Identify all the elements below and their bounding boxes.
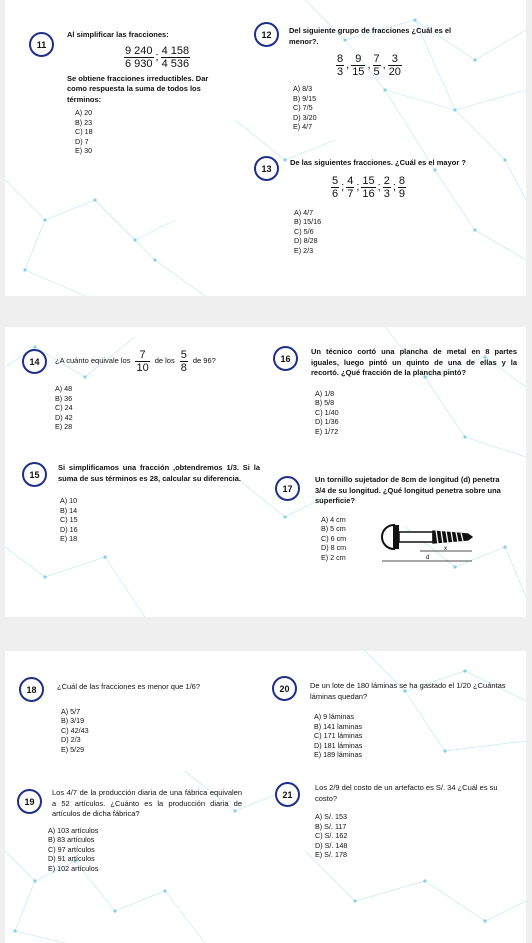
- separator: ,: [382, 59, 386, 72]
- question-13-stem: De las siguientes fracciones. ¿Cuál es el mayor ?: [290, 158, 466, 167]
- question-number-badge-20: [272, 676, 297, 701]
- option-d[interactable]: D) 16: [60, 524, 78, 534]
- fraction: $\frac{5}{6}$: [332, 174, 339, 200]
- option-c[interactable]: C) 1/40: [315, 407, 339, 417]
- question-21-options: [315, 812, 505, 860]
- option-b[interactable]: B) 9/15: [293, 93, 317, 103]
- option-e[interactable]: E) S/. 178: [315, 850, 347, 860]
- option-a[interactable]: A) 48: [55, 384, 73, 393]
- fraction: $\frac{7}{5}$: [373, 53, 380, 78]
- dimension-label-x: x: [444, 546, 447, 552]
- question-11-stem: Al simplificar las fracciones:: [67, 30, 169, 39]
- option-a[interactable]: A) S/. 153: [315, 812, 347, 821]
- question-12-fractions: [335, 53, 469, 78]
- option-b[interactable]: B) S/. 117: [315, 821, 347, 831]
- question-number-badge-14: [22, 349, 47, 374]
- question-number: 15: [29, 469, 40, 480]
- option-e[interactable]: E) 2/3: [294, 245, 314, 255]
- question-11-options: [75, 108, 229, 156]
- worksheet-page-3: [5, 651, 526, 943]
- option-e[interactable]: E) 2 cm: [321, 552, 346, 562]
- option-e[interactable]: E) 28: [55, 422, 73, 432]
- option-d[interactable]: D) 8 cm: [321, 543, 347, 553]
- option-d[interactable]: D) 2/3: [61, 735, 81, 745]
- question-11: [67, 30, 229, 156]
- fraction: $\frac{4 158}{4 536}$: [161, 44, 190, 70]
- question-15-stem: Si simplificamos una fracción ,obtendremos 1/3. Si la suma de sus términos es 28, calcular su diferencia.: [58, 463, 260, 483]
- option-b[interactable]: B) 14: [60, 505, 78, 515]
- question-11-fractions: [123, 45, 229, 70]
- question-number: 14: [29, 356, 40, 367]
- screw-thread: [433, 530, 472, 544]
- screw-head: [382, 525, 394, 549]
- separator: ;: [377, 180, 381, 193]
- question-18-stem: ¿Cuál de las fracciones es menor que 1/6?: [57, 682, 200, 691]
- question-16-options: [315, 389, 517, 437]
- question-20-stem: De un lote de 180 láminas se ha gastado el 1/20 ¿Cuántas láminas quedan?: [310, 681, 506, 701]
- option-c[interactable]: C) 97 artículos: [48, 844, 95, 854]
- question-number-badge-12: [254, 22, 279, 47]
- question-14: [55, 349, 255, 432]
- question-15-options: [60, 496, 260, 544]
- fraction: $\frac{9}{15}$: [352, 53, 365, 78]
- fraction: $\frac{9 240}{6 930}$: [125, 44, 153, 70]
- option-e[interactable]: E) 5/29: [61, 744, 85, 754]
- question-16: [311, 347, 517, 436]
- fraction: $\frac{8}{9}$: [398, 174, 405, 200]
- question-number-badge-17: [275, 476, 300, 501]
- option-e[interactable]: E) 189 láminas: [314, 750, 362, 760]
- option-c[interactable]: C) 15: [60, 515, 78, 525]
- separator: ;: [341, 180, 345, 193]
- question-number-badge-19: [17, 789, 42, 814]
- question-number: 20: [279, 683, 290, 694]
- option-d[interactable]: D) 42: [55, 412, 73, 422]
- separator: ,: [346, 59, 350, 72]
- option-b[interactable]: B) 36: [55, 393, 73, 403]
- fraction: $\frac{3}{20}$: [388, 53, 401, 78]
- option-d[interactable]: D) S/. 148: [315, 840, 348, 850]
- option-b[interactable]: B) 5 cm: [321, 524, 346, 534]
- question-13-fractions: [330, 175, 480, 200]
- option-b[interactable]: B) 83 artículos: [48, 835, 95, 845]
- option-b[interactable]: B) 141 laminas: [314, 721, 362, 731]
- question-19-options: [48, 826, 242, 874]
- question-number-badge-11: [29, 32, 54, 57]
- worksheet-page-1: [5, 0, 526, 296]
- question-18: [57, 682, 257, 754]
- question-number: 16: [280, 353, 291, 364]
- question-18-options: [61, 707, 257, 755]
- fraction: $\frac{7}{10}$: [136, 349, 149, 374]
- separator: ;: [392, 180, 396, 193]
- question-17-stem: Un tornillo sujetador de 8cm de longitud (d) penetra 3/4 de su longitud. ¿Qué longitud penetra sobre una superficie?: [315, 475, 501, 505]
- question-13-options: [294, 208, 480, 256]
- option-d[interactable]: D) 3/20: [293, 112, 317, 122]
- option-a[interactable]: A) 103 artículos: [48, 825, 99, 835]
- question-number-badge-18: [19, 677, 44, 702]
- option-a[interactable]: A) 20: [75, 108, 93, 117]
- question-21-stem: Los 2/9 del costo de un artefacto es S/. 34 ¿Cuál es su costo?: [315, 783, 498, 803]
- separator: ;: [155, 50, 159, 63]
- separator: ,: [367, 59, 371, 72]
- option-c[interactable]: C) 6 cm: [321, 533, 347, 543]
- option-a[interactable]: A) 1/8: [315, 388, 335, 398]
- option-a[interactable]: A) 4/7: [294, 207, 314, 217]
- option-c[interactable]: C) S/. 162: [315, 831, 348, 841]
- dimension-label-d: d: [426, 555, 430, 561]
- question-number: 13: [261, 163, 272, 174]
- question-number: 18: [26, 684, 37, 695]
- question-20-options: [314, 712, 515, 760]
- question-number-badge-15: [22, 462, 47, 487]
- option-a[interactable]: A) 10: [60, 496, 78, 505]
- question-14-options: [55, 384, 255, 432]
- option-c[interactable]: C) 5/6: [294, 226, 314, 236]
- question-21: [315, 783, 505, 860]
- option-b[interactable]: B) 5/8: [315, 398, 335, 408]
- option-a[interactable]: A) 9 láminas: [314, 712, 354, 721]
- option-d[interactable]: D) 1/36: [315, 417, 339, 427]
- screw-diagram: [380, 523, 475, 567]
- option-c[interactable]: C) 18: [75, 127, 93, 137]
- question-11-instruction: Se obtiene fracciones irreductibles. Dar como respuesta la suma de todos los términos:: [67, 73, 209, 104]
- separator: ;: [356, 180, 360, 193]
- fraction: $\frac{4}{7}$: [347, 174, 354, 200]
- question-15: [58, 463, 260, 544]
- question-14-stem: ¿A cuánto equivale los $\frac{7}{10}$ de los $\frac{5}{8}$ de 96?: [55, 349, 216, 374]
- question-number-badge-21: [275, 782, 300, 807]
- question-number: 19: [24, 796, 35, 807]
- option-c[interactable]: C) 24: [55, 403, 73, 413]
- question-number-badge-13: [254, 156, 279, 181]
- option-b[interactable]: B) 15/16: [294, 217, 322, 227]
- option-a[interactable]: A) 4 cm: [321, 514, 346, 524]
- question-19: [48, 788, 242, 873]
- question-19-stem: Los 4/7 de la producción diaria de una fábrica equivalen a 52 artículos. ¿Cuánto es la producción diaria de artículos de dicha fábrica?: [52, 788, 242, 818]
- option-e[interactable]: E) 4/7: [293, 122, 313, 132]
- option-a[interactable]: A) 5/7: [61, 706, 81, 716]
- question-number: 21: [282, 789, 293, 800]
- question-number: 12: [261, 29, 272, 40]
- question-number: 17: [282, 483, 293, 494]
- screw-shank: [399, 532, 433, 542]
- option-e[interactable]: E) 1/72: [315, 426, 339, 436]
- question-13: [290, 158, 480, 255]
- option-d[interactable]: D) 8/28: [294, 236, 318, 246]
- fraction: $\frac{15}{16}$: [362, 174, 375, 200]
- option-c[interactable]: C) 42/43: [61, 725, 89, 735]
- option-d[interactable]: D) 91 artículos: [48, 854, 95, 864]
- fraction: $\frac{5}{8}$: [180, 349, 187, 374]
- worksheet-page-2: [5, 327, 526, 617]
- option-e[interactable]: E) 102 artículos: [48, 863, 99, 873]
- option-d[interactable]: D) 7: [75, 136, 89, 146]
- option-d[interactable]: D) 181 láminas: [314, 740, 363, 750]
- question-number: 11: [36, 39, 47, 50]
- question-20: [310, 681, 515, 760]
- option-e[interactable]: E) 18: [60, 534, 78, 544]
- question-12-stem: Del siguiente grupo de fracciones ¿Cuál es el menor?.: [289, 26, 452, 46]
- fraction: $\frac{8}{3}$: [337, 53, 344, 78]
- option-c[interactable]: C) 7/5: [293, 103, 313, 113]
- option-a[interactable]: A) 8/3: [293, 84, 313, 93]
- question-number-badge-16: [273, 346, 298, 371]
- question-12-options: [293, 84, 469, 132]
- fraction: $\frac{2}{3}$: [383, 174, 390, 200]
- question-12: [289, 26, 469, 132]
- question-16-stem: Un técnico cortó una plancha de metal en 8 partes iguales, luego pintó un quinto de una de ellas y la recortó. ¿Qué fracción de la plancha pintó?: [311, 347, 517, 377]
- option-b[interactable]: B) 3/19: [61, 716, 85, 726]
- option-c[interactable]: C) 171 láminas: [314, 731, 363, 741]
- option-e[interactable]: E) 30: [75, 146, 93, 156]
- option-b[interactable]: B) 23: [75, 117, 93, 127]
